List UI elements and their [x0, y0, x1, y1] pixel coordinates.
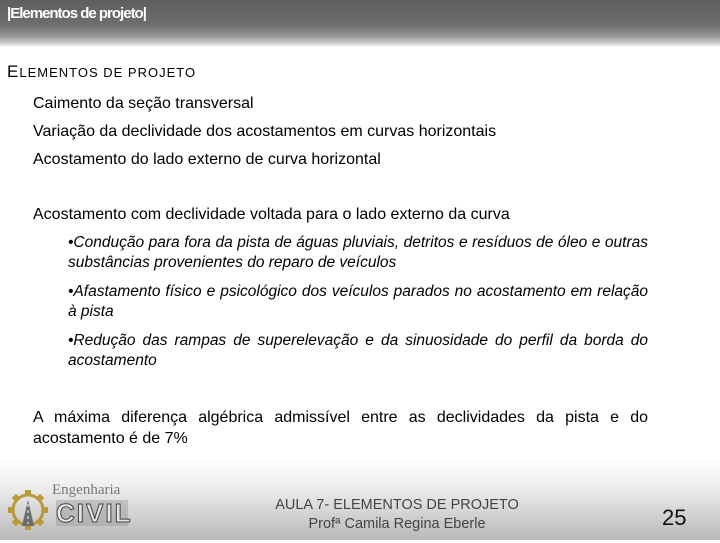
page-number: 25: [662, 505, 687, 530]
subitem-conducao: •Condução para fora da pista de águas pluviais, detritos e resíduos de óleo e outras substâncias provenientes do reparo de veículos: [68, 234, 648, 271]
logo-word-main: CIVIL: [56, 498, 133, 528]
section-title-initial: E: [7, 62, 20, 81]
footer-course: AULA 7- ELEMENTOS DE PROJETO: [275, 497, 519, 513]
section-title-rest: LEMENTOS DE PROJETO: [19, 65, 197, 80]
gear-road-logo-icon: [4, 482, 134, 538]
logo-word-top: Engenharia: [52, 482, 121, 498]
footer-professor: Profª Camila Regina Eberle: [308, 516, 486, 532]
item-caimento: Caimento da seção transversal: [33, 95, 254, 112]
subitem-reducao: •Redução das rampas de superelevação e da sinuosidade do perfil da borda do acostamento: [68, 332, 648, 369]
subitem-afastamento: •Afastamento físico e psicológico dos veículos parados no acostamento em relação à pista: [68, 283, 648, 320]
item-variacao: Variação da declividade dos acostamentos em curvas horizontais: [33, 123, 497, 140]
section-title: [7, 62, 196, 82]
title-bar: [0, 0, 720, 46]
item-acostamento-declividade: Acostamento com declividade voltada para o lado externo da curva: [33, 206, 510, 223]
conclusion-text: A máxima diferença algébrica admissível entre as declividades da pista e do acostamento é de 7%: [33, 409, 648, 447]
slide-header-title: |Elementos de projeto|: [7, 5, 146, 22]
item-acostamento-externo: Acostamento do lado externo de curva horizontal: [33, 151, 381, 168]
